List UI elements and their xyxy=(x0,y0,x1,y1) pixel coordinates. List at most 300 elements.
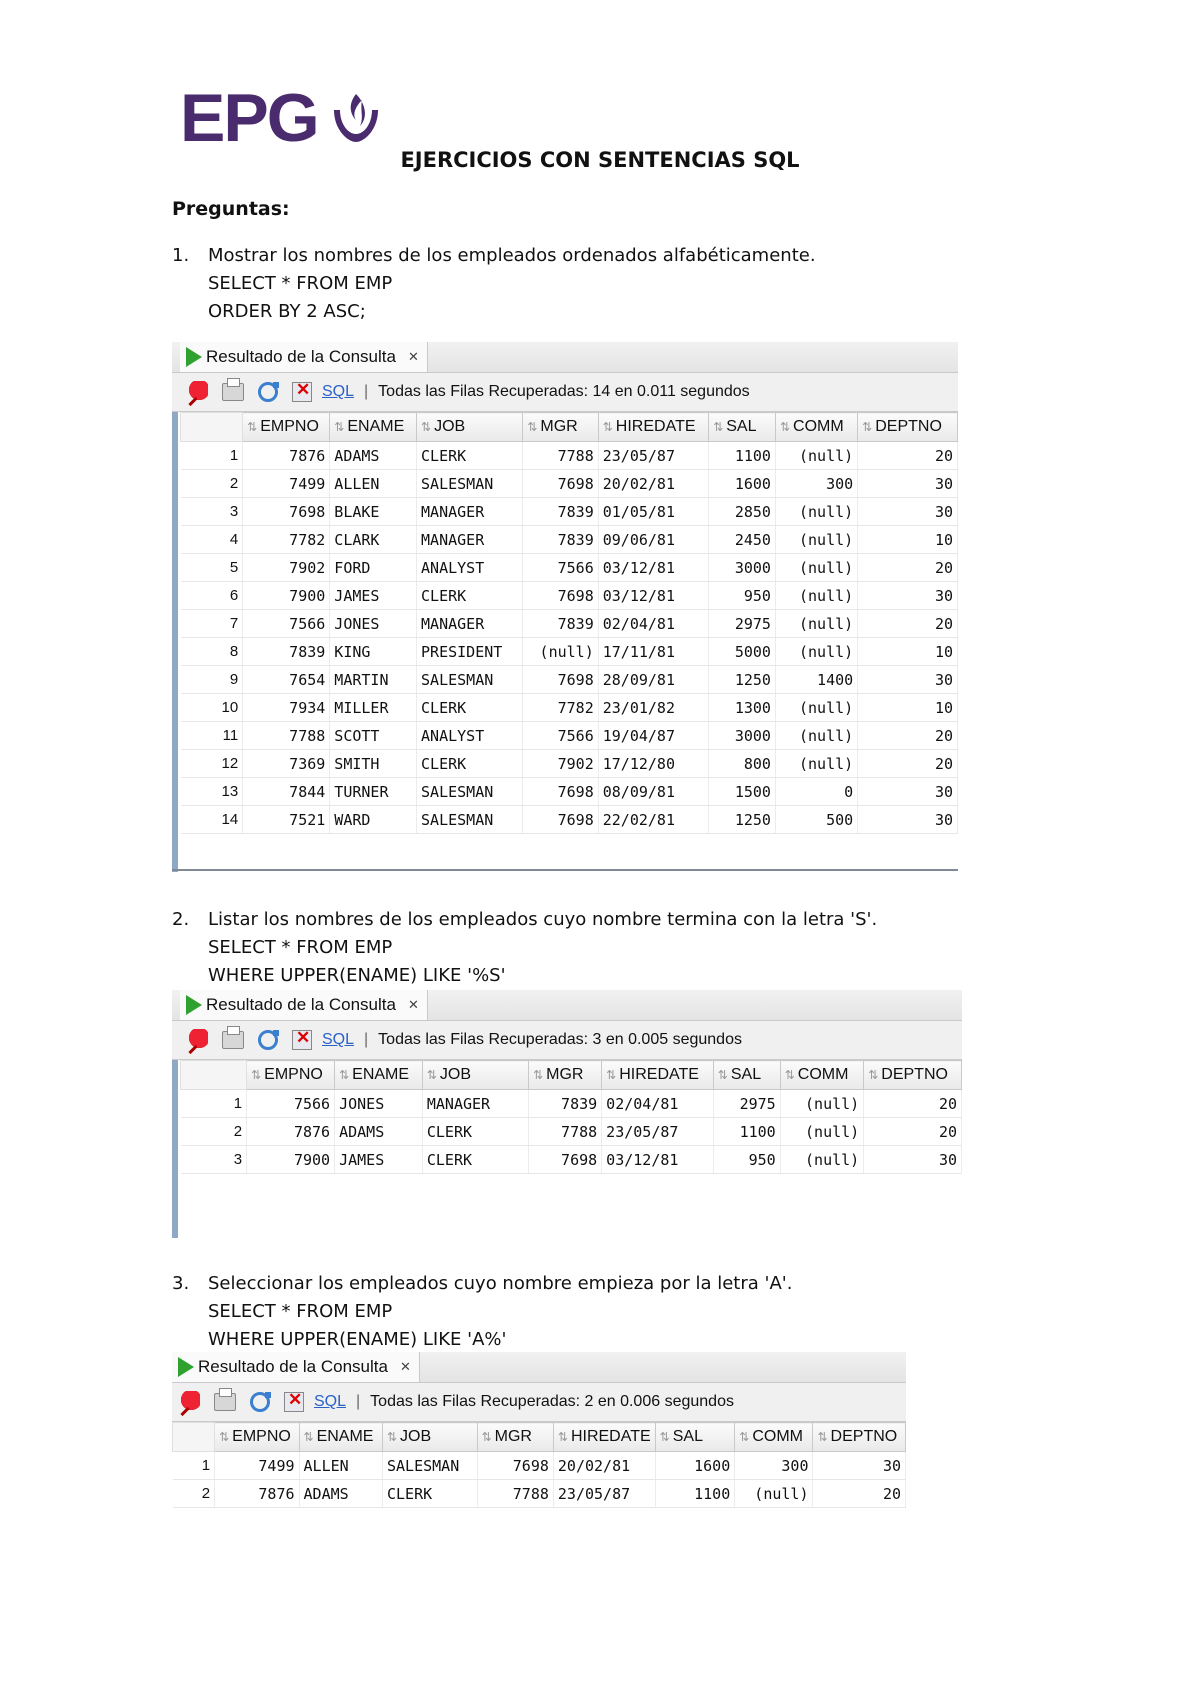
table-cell[interactable]: ALLEN xyxy=(299,1452,382,1480)
column-header-deptno[interactable] xyxy=(858,413,958,442)
table-cell[interactable]: 7499 xyxy=(243,470,330,498)
column-header-label: JOB xyxy=(434,418,466,435)
table-cell[interactable]: 7782 xyxy=(243,526,330,554)
table-cell[interactable]: CLERK xyxy=(422,1146,528,1174)
table-cell[interactable]: ADAMS xyxy=(335,1118,423,1146)
table-cell[interactable]: (null) xyxy=(775,638,857,666)
table-cell[interactable]: 7698 xyxy=(523,582,598,610)
table-cell[interactable]: 7902 xyxy=(523,750,598,778)
table-cell[interactable]: 20 xyxy=(858,750,958,778)
table-cell[interactable]: 300 xyxy=(775,470,857,498)
row-number[interactable]: 8 xyxy=(181,638,243,666)
sort-icon: ⇅ xyxy=(817,1430,828,1444)
table-cell[interactable]: 10 xyxy=(858,638,958,666)
column-header-empno[interactable] xyxy=(247,1061,335,1090)
table-cell[interactable]: MANAGER xyxy=(417,526,523,554)
table-cell[interactable]: 7839 xyxy=(243,638,330,666)
table-cell[interactable]: (null) xyxy=(775,442,857,470)
tab-query-result[interactable] xyxy=(172,1352,420,1382)
row-number[interactable]: 9 xyxy=(181,666,243,694)
sort-icon: ⇅ xyxy=(386,1430,398,1444)
table-cell[interactable]: 0 xyxy=(775,778,857,806)
column-header-sal[interactable] xyxy=(713,1061,780,1090)
table-cell[interactable]: 7839 xyxy=(523,498,598,526)
column-header-job[interactable] xyxy=(382,1423,477,1452)
table-cell[interactable]: 7566 xyxy=(243,610,330,638)
table-cell[interactable]: 1250 xyxy=(709,666,776,694)
table-cell[interactable]: (null) xyxy=(780,1146,863,1174)
result-toolbar xyxy=(172,1383,906,1422)
column-header-ename[interactable] xyxy=(330,413,417,442)
sort-icon: ⇅ xyxy=(739,1430,750,1444)
table-cell[interactable]: 7369 xyxy=(243,750,330,778)
table-row[interactable] xyxy=(181,778,958,806)
table-cell[interactable]: 20 xyxy=(858,442,958,470)
panel-border xyxy=(172,342,178,872)
table-cell[interactable]: CLERK xyxy=(382,1480,477,1508)
delete-icon[interactable] xyxy=(292,1030,312,1050)
refresh-icon[interactable] xyxy=(258,382,278,402)
column-header-label: SAL xyxy=(726,418,757,435)
table-row[interactable] xyxy=(181,610,958,638)
table-cell[interactable]: 1250 xyxy=(709,806,776,834)
table-cell[interactable]: (null) xyxy=(775,582,857,610)
table-cell[interactable]: 950 xyxy=(713,1146,780,1174)
table-cell[interactable]: 23/05/87 xyxy=(602,1118,714,1146)
table-cell[interactable]: 7788 xyxy=(243,722,330,750)
close-icon[interactable]: ✕ xyxy=(407,997,419,1012)
table-cell[interactable]: (null) xyxy=(775,554,857,582)
table-cell[interactable]: 20/02/81 xyxy=(598,470,708,498)
table-cell[interactable]: MARTIN xyxy=(330,666,417,694)
table-cell[interactable]: 7698 xyxy=(523,666,598,694)
row-number[interactable]: 3 xyxy=(181,1146,247,1174)
row-number[interactable]: 6 xyxy=(181,582,243,610)
table-cell[interactable]: 3000 xyxy=(709,554,776,582)
epg-logo xyxy=(180,80,386,156)
table-cell[interactable]: 30 xyxy=(858,778,958,806)
row-number[interactable]: 10 xyxy=(181,694,243,722)
sql-link[interactable]: SQL xyxy=(322,1031,355,1048)
table-cell[interactable]: 20 xyxy=(813,1480,906,1508)
refresh-icon[interactable] xyxy=(250,1392,270,1412)
table-cell[interactable]: (null) xyxy=(775,750,857,778)
table-cell[interactable]: 7788 xyxy=(523,442,598,470)
sort-icon: ⇅ xyxy=(862,420,873,434)
sort-icon: ⇅ xyxy=(339,1068,350,1082)
table-cell[interactable]: SALESMAN xyxy=(417,470,523,498)
sort-icon: ⇅ xyxy=(426,1068,437,1082)
question-1 xyxy=(172,242,816,326)
delete-icon[interactable] xyxy=(284,1392,304,1412)
sort-icon: ⇅ xyxy=(527,420,538,434)
tab-label: Resultado de la Consulta xyxy=(206,347,396,366)
table-cell[interactable]: 7499 xyxy=(215,1452,299,1480)
table-cell[interactable]: 7900 xyxy=(243,582,330,610)
table-cell[interactable]: 01/05/81 xyxy=(598,498,708,526)
table-cell[interactable]: 500 xyxy=(775,806,857,834)
table-cell[interactable]: (null) xyxy=(780,1118,863,1146)
table-cell[interactable]: CLERK xyxy=(417,694,523,722)
column-header-label: DEPTNO xyxy=(881,1066,948,1083)
table-cell[interactable]: CLERK xyxy=(417,442,523,470)
sql-link[interactable]: SQL xyxy=(314,1393,347,1410)
column-header-label: MGR xyxy=(540,418,578,435)
table-cell[interactable]: 28/09/81 xyxy=(598,666,708,694)
table-cell[interactable]: 30 xyxy=(813,1452,906,1480)
column-header-label: EMPNO xyxy=(232,1428,291,1445)
table-cell[interactable]: SMITH xyxy=(330,750,417,778)
table-cell[interactable]: 09/06/81 xyxy=(598,526,708,554)
table-cell[interactable]: 20 xyxy=(864,1118,962,1146)
table-cell[interactable]: 17/11/81 xyxy=(598,638,708,666)
row-number[interactable]: 3 xyxy=(181,498,243,526)
toolbar-separator: | xyxy=(364,383,369,400)
pin-icon[interactable] xyxy=(186,381,208,403)
table-cell[interactable]: WARD xyxy=(330,806,417,834)
result-grid xyxy=(180,1060,962,1174)
table-cell[interactable]: 2450 xyxy=(709,526,776,554)
table-cell[interactable]: ALLEN xyxy=(330,470,417,498)
table-cell[interactable]: 03/12/81 xyxy=(598,582,708,610)
table-cell[interactable]: (null) xyxy=(775,722,857,750)
result-grid xyxy=(180,412,958,834)
table-cell[interactable]: 300 xyxy=(735,1452,813,1480)
table-cell[interactable]: 800 xyxy=(709,750,776,778)
table-cell[interactable]: 7839 xyxy=(523,610,598,638)
table-cell[interactable]: 7521 xyxy=(243,806,330,834)
sql-line: WHERE UPPER(ENAME) LIKE 'A%' xyxy=(208,1329,507,1350)
table-cell[interactable]: SALESMAN xyxy=(382,1452,477,1480)
toolbar-separator: | xyxy=(364,1031,369,1048)
table-cell[interactable]: ADAMS xyxy=(299,1480,382,1508)
table-cell[interactable]: 7698 xyxy=(477,1452,553,1480)
table-row[interactable] xyxy=(181,694,958,722)
table-cell[interactable]: TURNER xyxy=(330,778,417,806)
table-cell[interactable]: 20 xyxy=(864,1090,962,1118)
table-cell[interactable]: 03/12/81 xyxy=(602,1146,714,1174)
refresh-icon[interactable] xyxy=(258,1030,278,1050)
table-cell[interactable]: 10 xyxy=(858,694,958,722)
column-header-job[interactable] xyxy=(422,1061,528,1090)
result-panel-1 xyxy=(172,342,958,872)
table-cell[interactable]: MANAGER xyxy=(422,1090,528,1118)
table-cell[interactable]: 7788 xyxy=(477,1480,553,1508)
table-cell[interactable]: 23/01/82 xyxy=(598,694,708,722)
sort-icon: ⇅ xyxy=(606,1068,617,1082)
table-cell[interactable]: 1600 xyxy=(655,1452,735,1480)
table-cell[interactable]: 7654 xyxy=(243,666,330,694)
table-cell[interactable]: PRESIDENT xyxy=(417,638,523,666)
row-number[interactable]: 11 xyxy=(181,722,243,750)
close-icon[interactable]: ✕ xyxy=(407,349,419,364)
table-row[interactable] xyxy=(181,554,958,582)
question-number: 3. xyxy=(172,1273,190,1294)
table-cell[interactable]: 30 xyxy=(858,498,958,526)
table-cell[interactable]: FORD xyxy=(330,554,417,582)
column-header-hiredate[interactable] xyxy=(602,1061,714,1090)
table-cell[interactable]: 23/05/87 xyxy=(553,1480,655,1508)
table-cell[interactable]: 03/12/81 xyxy=(598,554,708,582)
table-cell[interactable]: 22/02/81 xyxy=(598,806,708,834)
table-cell[interactable]: 1600 xyxy=(709,470,776,498)
table-cell[interactable]: 7902 xyxy=(243,554,330,582)
column-header-deptno[interactable] xyxy=(864,1061,962,1090)
column-header-label: MGR xyxy=(546,1066,584,1083)
table-cell[interactable]: MILLER xyxy=(330,694,417,722)
table-cell[interactable]: KING xyxy=(330,638,417,666)
pin-icon[interactable] xyxy=(178,1391,200,1413)
table-cell[interactable]: 30 xyxy=(858,470,958,498)
column-header-label: HIREDATE xyxy=(570,1428,651,1445)
column-header-mgr[interactable] xyxy=(523,413,598,442)
run-icon xyxy=(178,1357,194,1377)
table-cell[interactable]: JONES xyxy=(335,1090,423,1118)
table-cell[interactable]: 02/04/81 xyxy=(602,1090,714,1118)
table-cell[interactable]: MANAGER xyxy=(417,498,523,526)
table-cell[interactable]: JAMES xyxy=(335,1146,423,1174)
row-number[interactable]: 1 xyxy=(181,442,243,470)
table-cell[interactable]: 950 xyxy=(709,582,776,610)
row-number[interactable]: 1 xyxy=(173,1452,215,1480)
table-row[interactable] xyxy=(181,750,958,778)
row-number-header xyxy=(181,1061,247,1090)
sql-line: SELECT * FROM EMP xyxy=(208,273,393,294)
table-cell[interactable]: 30 xyxy=(864,1146,962,1174)
tab-label: Resultado de la Consulta xyxy=(198,1357,388,1376)
row-number[interactable]: 12 xyxy=(181,750,243,778)
table-cell[interactable]: 08/09/81 xyxy=(598,778,708,806)
table-row[interactable] xyxy=(173,1452,906,1480)
sql-link[interactable]: SQL xyxy=(322,383,355,400)
table-cell[interactable]: 1400 xyxy=(775,666,857,694)
table-cell[interactable]: 7566 xyxy=(247,1090,335,1118)
column-header-label: MGR xyxy=(494,1428,532,1445)
table-row[interactable] xyxy=(181,470,958,498)
table-cell[interactable]: 10 xyxy=(858,526,958,554)
column-header-label: HIREDATE xyxy=(619,1066,699,1083)
table-cell[interactable]: 1100 xyxy=(709,442,776,470)
row-number[interactable]: 2 xyxy=(181,470,243,498)
pin-icon[interactable] xyxy=(186,1029,208,1051)
column-header-ename[interactable] xyxy=(299,1423,382,1452)
table-cell[interactable]: 7698 xyxy=(523,806,598,834)
table-cell[interactable]: JAMES xyxy=(330,582,417,610)
row-number[interactable]: 14 xyxy=(181,806,243,834)
column-header-empno[interactable] xyxy=(243,413,330,442)
tab-bar xyxy=(172,342,958,373)
table-cell[interactable]: 23/05/87 xyxy=(598,442,708,470)
table-row[interactable] xyxy=(181,1090,962,1118)
table-cell[interactable]: 17/12/80 xyxy=(598,750,708,778)
column-header-mgr[interactable] xyxy=(529,1061,602,1090)
column-header-label: ENAME xyxy=(316,1428,374,1445)
question-text: Seleccionar los empleados cuyo nombre empieza por la letra 'A'. xyxy=(208,1273,793,1294)
table-cell[interactable]: 7566 xyxy=(523,722,598,750)
table-cell[interactable]: 2975 xyxy=(709,610,776,638)
column-header-label: COMM xyxy=(752,1428,803,1445)
sort-icon: ⇅ xyxy=(659,1430,670,1444)
panel-bottom-border xyxy=(172,869,958,871)
table-cell[interactable]: (null) xyxy=(775,610,857,638)
table-cell[interactable]: 1300 xyxy=(709,694,776,722)
row-number[interactable]: 4 xyxy=(181,526,243,554)
row-number[interactable]: 13 xyxy=(181,778,243,806)
column-header-empno[interactable] xyxy=(215,1423,299,1452)
table-row[interactable] xyxy=(181,806,958,834)
column-header-label: ENAME xyxy=(347,418,405,435)
run-icon xyxy=(186,347,202,367)
row-number-header xyxy=(181,413,243,442)
column-header-comm[interactable] xyxy=(775,413,857,442)
table-row[interactable] xyxy=(181,1146,962,1174)
column-header-label: JOB xyxy=(439,1066,472,1083)
table-cell[interactable]: 20 xyxy=(858,610,958,638)
table-cell[interactable]: 02/04/81 xyxy=(598,610,708,638)
table-cell[interactable]: 7782 xyxy=(523,694,598,722)
table-cell[interactable]: 7876 xyxy=(243,442,330,470)
table-cell[interactable]: (null) xyxy=(523,638,598,666)
column-header-sal[interactable] xyxy=(709,413,776,442)
row-number[interactable]: 7 xyxy=(181,610,243,638)
table-row[interactable] xyxy=(181,1118,962,1146)
table-cell[interactable]: 1500 xyxy=(709,778,776,806)
table-cell[interactable]: SALESMAN xyxy=(417,806,523,834)
table-cell[interactable]: 30 xyxy=(858,806,958,834)
table-row[interactable] xyxy=(181,442,958,470)
table-cell[interactable]: (null) xyxy=(775,526,857,554)
table-cell[interactable]: 7839 xyxy=(529,1090,602,1118)
column-header-label: DEPTNO xyxy=(875,418,942,435)
result-toolbar xyxy=(172,1021,962,1060)
table-row[interactable] xyxy=(181,498,958,526)
fetch-status: Todas las Filas Recuperadas: 14 en 0.011 segundos xyxy=(378,383,750,400)
table-cell[interactable]: 3000 xyxy=(709,722,776,750)
result-panel-3 xyxy=(172,1352,906,1518)
table-cell[interactable]: (null) xyxy=(775,694,857,722)
table-cell[interactable]: (null) xyxy=(780,1090,863,1118)
table-cell[interactable]: ADAMS xyxy=(330,442,417,470)
sql-line: ORDER BY 2 ASC; xyxy=(208,301,366,322)
print-icon[interactable] xyxy=(214,1393,236,1411)
column-header-deptno[interactable] xyxy=(813,1423,906,1452)
table-cell[interactable]: 7876 xyxy=(247,1118,335,1146)
table-cell[interactable]: MANAGER xyxy=(417,610,523,638)
result-grid xyxy=(172,1422,906,1508)
column-header-label: SAL xyxy=(730,1066,762,1083)
tab-query-result[interactable] xyxy=(180,990,428,1020)
table-cell[interactable]: (null) xyxy=(775,498,857,526)
column-header-comm[interactable] xyxy=(735,1423,813,1452)
table-cell[interactable]: 7566 xyxy=(523,554,598,582)
column-header-label: COMM xyxy=(797,1066,849,1083)
sort-icon: ⇅ xyxy=(868,1068,879,1082)
column-header-label: EMPNO xyxy=(264,1066,323,1083)
table-cell[interactable]: 5000 xyxy=(709,638,776,666)
tab-query-result[interactable] xyxy=(180,342,428,372)
table-cell[interactable]: 7844 xyxy=(243,778,330,806)
table-cell[interactable]: 19/04/87 xyxy=(598,722,708,750)
table-cell[interactable]: ANALYST xyxy=(417,554,523,582)
column-header-hiredate[interactable] xyxy=(598,413,708,442)
logo-text: EPG xyxy=(180,80,318,156)
table-cell[interactable]: 7698 xyxy=(529,1146,602,1174)
question-2 xyxy=(172,906,877,990)
page-title: EJERCICIOS CON SENTENCIAS SQL xyxy=(400,148,800,172)
table-cell[interactable]: 20 xyxy=(858,722,958,750)
table-cell[interactable]: 30 xyxy=(858,666,958,694)
table-cell[interactable]: (null) xyxy=(735,1480,813,1508)
table-cell[interactable]: 2850 xyxy=(709,498,776,526)
row-number[interactable]: 2 xyxy=(173,1480,215,1508)
table-cell[interactable]: 30 xyxy=(858,582,958,610)
table-cell[interactable]: BLAKE xyxy=(330,498,417,526)
column-header-label: EMPNO xyxy=(260,418,319,435)
table-cell[interactable]: SALESMAN xyxy=(417,666,523,694)
table-cell[interactable]: 7698 xyxy=(523,470,598,498)
table-cell[interactable]: 7698 xyxy=(243,498,330,526)
table-cell[interactable]: CLERK xyxy=(422,1118,528,1146)
column-header-ename[interactable] xyxy=(335,1061,423,1090)
row-number[interactable]: 2 xyxy=(181,1118,247,1146)
table-cell[interactable]: JONES xyxy=(330,610,417,638)
column-header-mgr[interactable] xyxy=(477,1423,553,1452)
column-header-job[interactable] xyxy=(417,413,523,442)
table-cell[interactable]: CLARK xyxy=(330,526,417,554)
question-text: Mostrar los nombres de los empleados ordenados alfabéticamente. xyxy=(208,245,816,266)
table-cell[interactable]: 1100 xyxy=(713,1118,780,1146)
column-header-comm[interactable] xyxy=(780,1061,863,1090)
sort-icon: ⇅ xyxy=(779,420,791,434)
table-row[interactable] xyxy=(181,582,958,610)
print-icon[interactable] xyxy=(222,1031,244,1049)
table-cell[interactable]: 2975 xyxy=(713,1090,780,1118)
table-row[interactable] xyxy=(181,722,958,750)
question-number: 1. xyxy=(172,245,190,266)
close-icon[interactable]: ✕ xyxy=(399,1359,411,1374)
table-row[interactable] xyxy=(181,666,958,694)
sort-icon: ⇅ xyxy=(713,420,724,434)
table-cell[interactable]: ANALYST xyxy=(417,722,523,750)
row-number[interactable]: 1 xyxy=(181,1090,247,1118)
table-cell[interactable]: 20/02/81 xyxy=(553,1452,655,1480)
result-toolbar xyxy=(172,373,958,412)
table-cell[interactable]: CLERK xyxy=(417,750,523,778)
row-number[interactable]: 5 xyxy=(181,554,243,582)
table-cell[interactable]: 20 xyxy=(858,554,958,582)
delete-icon[interactable] xyxy=(292,382,312,402)
table-cell[interactable]: 7788 xyxy=(529,1118,602,1146)
table-row[interactable] xyxy=(181,526,958,554)
table-cell[interactable]: 1100 xyxy=(655,1480,735,1508)
table-row[interactable] xyxy=(173,1480,906,1508)
table-cell[interactable]: SALESMAN xyxy=(417,778,523,806)
table-cell[interactable]: SCOTT xyxy=(330,722,417,750)
table-cell[interactable]: 7698 xyxy=(523,778,598,806)
table-cell[interactable]: 7900 xyxy=(247,1146,335,1174)
column-header-hiredate[interactable] xyxy=(553,1423,655,1452)
column-header-label: JOB xyxy=(400,1428,432,1445)
table-cell[interactable]: 7876 xyxy=(215,1480,299,1508)
print-icon[interactable] xyxy=(222,383,244,401)
table-cell[interactable]: CLERK xyxy=(417,582,523,610)
table-row[interactable] xyxy=(181,638,958,666)
column-header-sal[interactable] xyxy=(655,1423,735,1452)
column-header-label: COMM xyxy=(793,418,844,435)
table-cell[interactable]: 7839 xyxy=(523,526,598,554)
sort-icon: ⇅ xyxy=(533,1068,544,1082)
table-cell[interactable]: 7934 xyxy=(243,694,330,722)
